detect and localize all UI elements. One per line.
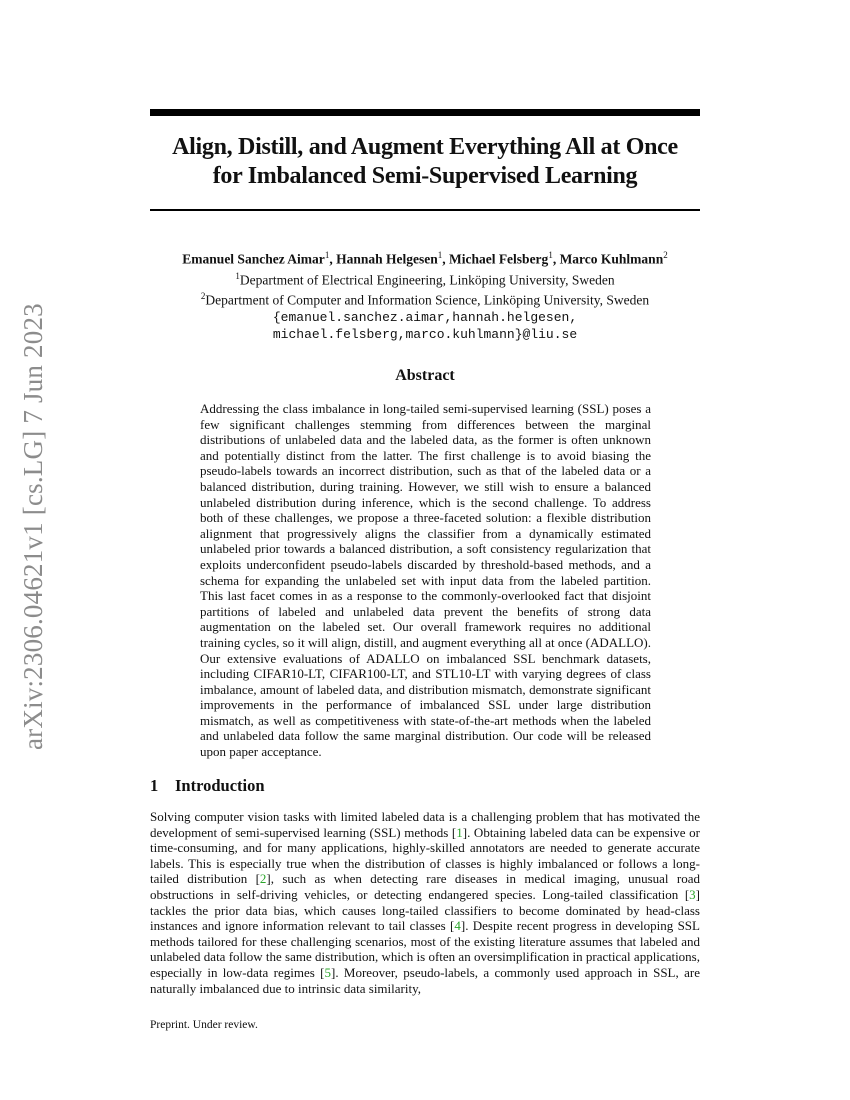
paper-title (150, 133, 700, 191)
affiliation-text: Department of Electrical Engineering, Linköping University, Sweden (239, 272, 615, 287)
preprint-footer: Preprint. Under review. (150, 1019, 258, 1031)
abstract-text: Addressing the class imbalance in long-tailed semi-supervised learning (SSL) poses a few significant challenges stemming from differences between the marginal distributions of unlabeled data and the labeled data, as the former is often unknown and potentially distinct from the latter. The first challenge is to avoid biasing the pseudo-labels towards an incorrect distribution, such as that of the labeled data or a balanced distribution, during training. However, we still wish to ensure a balanced unlabeled distribution during inference, which is the second challenge. To address both of these challenges, we propose a three-faceted solution: a flexible distribution alignment that progressively aligns the classifier from a dynamically estimated unlabeled prior towards a balanced distribution, a soft consistency regularization that exploits underconfident pseudo-labels discarded by threshold-based methods, and a schema for expanding the unlabeled set with input data from the labeled partition. This last facet comes in as a response to the commonly-overlooked fact that disjoint partitions of labeled and unlabeled data prevent the benefits of strong data augmentation on the labeled set. Our overall framework requires no additional training cycles, so it will align, distill, and augment everything all at once (ADALLO). Our extensive evaluations of ADALLO on imbalanced SSL benchmark datasets, including CIFAR10-LT, CIFAR100-LT, and STL10-LT with varying degrees of class imbalance, amount of labeled data, and distribution mismatch, demonstrate significant improvements in the performance of imbalanced SSL under large distribution mismatch, as well as competitiveness with state-of-the-art methods when the labeled and unlabeled data follow the same marginal distribution. Our code will be released upon paper acceptance. (200, 401, 651, 760)
citation-link[interactable]: 3 (689, 886, 696, 902)
paragraph-text: ]. Obtaining labeled data can be expensive or time-consuming, and for many applications, highly-skilled annotators are needed to generate accurate labels. This is especially true when the distribution of classes is highly imbalanced or follows a long-tailed distribution [ (150, 824, 700, 887)
title-top-rule (150, 109, 700, 116)
title-bottom-rule (150, 209, 700, 211)
paragraph-text: ]. Despite recent progress in developing SSL methods tailored for these challenging scenarios, most of the existing literature assumes that labeled and unlabeled data follow the same distribution, which is often an oversimplification in practical applications, especially in low-data regimes [ (150, 918, 700, 980)
affiliation-number: 1 (235, 270, 240, 281)
author-name: Hannah Helgesen (336, 251, 438, 267)
author-affiliation-mark: 1 (437, 250, 443, 260)
email-line: michael.felsberg,marco.kuhlmann}@liu.se (272, 326, 578, 342)
affiliation-line (130, 288, 720, 309)
author-name: Marco Kuhlmann (559, 251, 664, 267)
paragraph-text: ], such as when detecting rare diseases in medical imaging, unusual road obstructions in self-driving vehicles, or detecting endangered species. Long-tailed classification [ (150, 871, 700, 902)
section-heading (150, 776, 265, 796)
affiliation-line (130, 268, 720, 289)
paragraph-text: Solving computer vision tasks with limited labeled data is a challenging problem that has motivated the development of semi-supervised learning (SSL) methods [ (150, 809, 700, 840)
abstract-heading: Abstract (395, 367, 455, 384)
arxiv-identifier: arXiv:2306.04621v1 [cs.LG] 7 Jun 2023 (18, 303, 48, 750)
title-line-2: for Imbalanced Semi-Supervised Learning (212, 163, 638, 189)
introduction-paragraph (150, 809, 700, 996)
paragraph-text: ] tackles the prior data bias, which causes long-tailed classifiers to become dominated by head-class instances and ignore information relevant to tail classes [ (150, 886, 700, 934)
citation-link[interactable]: 5 (324, 964, 331, 980)
citation-link[interactable]: 4 (454, 918, 461, 934)
author-separator: , (329, 251, 337, 267)
author-names (130, 247, 720, 268)
author-separator: , (442, 251, 449, 267)
citation-link[interactable]: 1 (456, 824, 463, 840)
author-block (130, 247, 720, 343)
author-separator: , (552, 251, 560, 267)
author-affiliation-mark: 1 (548, 250, 553, 260)
author-name: Michael Felsberg (448, 251, 549, 267)
email-line: {emanuel.sanchez.aimar,hannah.helgesen, (272, 309, 578, 325)
title-line-1: Align, Distill, and Augment Everything All at Once (172, 134, 678, 160)
citation-link[interactable]: 2 (259, 871, 267, 887)
paragraph-text: ]. Moreover, pseudo-labels, a commonly used approach in SSL, are naturally imbalanced due to intrinsic data similarity, (150, 964, 700, 996)
author-name: Emanuel Sanchez Aimar (182, 251, 325, 267)
author-affiliation-mark: 2 (663, 250, 668, 260)
affiliation-text: Department of Computer and Information Science, Linköping University, Sweden (205, 292, 650, 308)
affiliation-number: 2 (200, 291, 206, 301)
section-title: Introduction (175, 776, 265, 795)
section-number: 1 (150, 776, 159, 795)
author-affiliation-mark: 1 (324, 250, 330, 260)
